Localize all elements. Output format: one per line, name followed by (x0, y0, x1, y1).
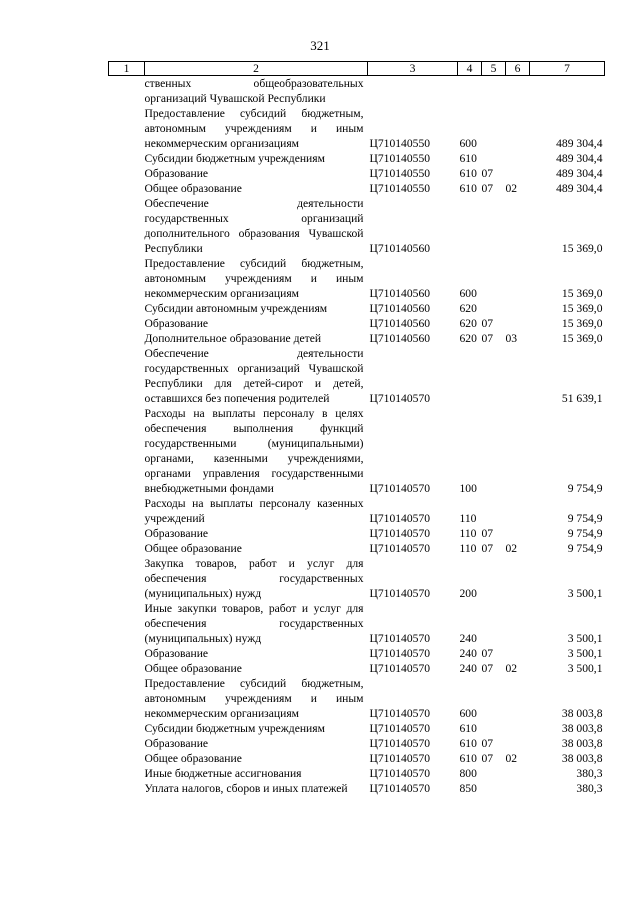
row-subsection-cell: 02 (505, 662, 518, 675)
row-expense-type-cell: 610 (459, 167, 477, 180)
row-subsection-cell (506, 106, 530, 151)
row-expense-type-cell: 620 (459, 302, 477, 315)
row-name-cell: Образование (144, 527, 209, 540)
row-sum-cell: 489 304,4 (556, 137, 603, 150)
row-number-cell (109, 106, 145, 151)
row-subsection-cell (506, 406, 530, 496)
row-number-cell (109, 181, 145, 196)
row-section-cell: 07 (481, 737, 494, 750)
row-number-cell (109, 346, 145, 406)
row-number-cell (109, 151, 145, 166)
row-section-cell (482, 766, 506, 781)
row-section-cell (482, 781, 506, 796)
row-section-cell: 07 (481, 662, 494, 675)
row-number-cell (109, 526, 145, 541)
row-code-cell: Ц710140570 (369, 512, 431, 525)
row-name-cell: Образование (144, 737, 209, 750)
header-cell: 5 (482, 62, 506, 76)
table-row (109, 346, 605, 406)
row-number-cell (109, 196, 145, 256)
row-section-cell (482, 151, 506, 166)
row-name-cell: ственных общеобразовательных организаций Чувашской Республики (144, 77, 364, 105)
row-expense-type-cell: 240 (459, 647, 477, 660)
row-code-cell: Ц710140560 (369, 242, 431, 255)
row-number-cell (109, 76, 145, 107)
row-code-cell: Ц710140570 (369, 752, 431, 765)
row-name-cell: Обеспечение деятельности государственных организаций Чувашской Республики для детей-сирот и детей, оставшихся без попечения родителей (144, 347, 364, 405)
row-sum-cell: 489 304,4 (556, 182, 603, 195)
row-code-cell: Ц710140560 (369, 317, 431, 330)
row-expense-type-cell: 610 (459, 722, 477, 735)
table-row (109, 661, 605, 676)
row-section-cell: 07 (481, 527, 494, 540)
row-code-cell: Ц710140560 (369, 332, 431, 345)
row-name-cell: Образование (144, 317, 209, 330)
row-sum-cell: 15 369,0 (561, 287, 603, 300)
row-section-cell (482, 256, 506, 301)
row-number-cell (109, 496, 145, 526)
row-code-cell (368, 76, 458, 107)
row-code-cell: Ц710140570 (369, 737, 431, 750)
row-number-cell (109, 316, 145, 331)
row-expense-type-cell: 110 (459, 527, 477, 540)
row-sum-cell: 3 500,1 (567, 662, 603, 675)
table-row (109, 721, 605, 736)
row-number-cell (109, 406, 145, 496)
row-sum-cell: 380,3 (576, 782, 603, 795)
table-row (109, 766, 605, 781)
row-name-cell: Предоставление субсидий бюджетным, автономным учреждениям и иным некоммерческим организациям (144, 677, 364, 720)
row-expense-type-cell: 240 (459, 662, 477, 675)
row-name-cell: Образование (144, 647, 209, 660)
header-cell: 6 (506, 62, 530, 76)
row-expense-type-cell: 850 (459, 782, 477, 795)
row-sum-cell (530, 76, 605, 107)
row-name-cell: Дополнительное образование детей (144, 332, 322, 345)
table-body (109, 76, 605, 797)
table-row (109, 676, 605, 721)
table-row (109, 151, 605, 166)
row-sum-cell: 51 639,1 (561, 392, 603, 405)
row-expense-type-cell: 800 (459, 767, 477, 780)
table-row (109, 301, 605, 316)
row-expense-type-cell (458, 76, 482, 107)
row-subsection-cell: 02 (505, 752, 518, 765)
row-subsection-cell (506, 721, 530, 736)
row-section-cell (482, 721, 506, 736)
row-number-cell (109, 646, 145, 661)
header-cell: 1 (109, 62, 145, 76)
row-name-cell: Субсидии бюджетным учреждениям (144, 152, 325, 165)
row-code-cell: Ц710140570 (369, 767, 431, 780)
row-section-cell: 07 (481, 647, 494, 660)
row-name-cell: Субсидии автономным учреждениям (144, 302, 328, 315)
table-row (109, 751, 605, 766)
row-expense-type-cell: 620 (459, 317, 477, 330)
row-number-cell (109, 331, 145, 346)
row-subsection-cell: 02 (505, 542, 518, 555)
row-sum-cell: 15 369,0 (561, 242, 603, 255)
row-sum-cell: 380,3 (576, 767, 603, 780)
row-expense-type-cell: 620 (459, 332, 477, 345)
row-subsection-cell (506, 166, 530, 181)
row-expense-type-cell (458, 346, 482, 406)
row-subsection-cell (506, 301, 530, 316)
row-sum-cell: 3 500,1 (567, 647, 603, 660)
row-subsection-cell (506, 76, 530, 107)
table-row (109, 406, 605, 496)
row-code-cell: Ц710140570 (369, 722, 431, 735)
row-subsection-cell (506, 601, 530, 646)
row-name-cell: Субсидии бюджетным учреждениям (144, 722, 325, 735)
table-row (109, 601, 605, 646)
row-section-cell (482, 496, 506, 526)
row-number-cell (109, 661, 145, 676)
row-section-cell (482, 676, 506, 721)
row-expense-type-cell: 600 (459, 137, 477, 150)
header-cell: 3 (368, 62, 458, 76)
row-name-cell: Закупка товаров, работ и услуг для обеспечения государственных (муниципальных) нужд (144, 557, 364, 600)
table-row (109, 496, 605, 526)
row-code-cell: Ц710140570 (369, 542, 431, 555)
row-sum-cell: 9 754,9 (567, 542, 603, 555)
row-expense-type-cell: 110 (459, 542, 477, 555)
row-number-cell (109, 751, 145, 766)
row-name-cell: Расходы на выплаты персоналу казенных учреждений (144, 497, 364, 525)
row-code-cell: Ц710140570 (369, 482, 431, 495)
table-row (109, 76, 605, 107)
table-row (109, 646, 605, 661)
row-number-cell (109, 256, 145, 301)
row-code-cell: Ц710140570 (369, 662, 431, 675)
row-section-cell: 07 (481, 317, 494, 330)
row-code-cell: Ц710140560 (369, 287, 431, 300)
table-row (109, 181, 605, 196)
row-name-cell: Предоставление субсидий бюджетным, автономным учреждениям и иным некоммерческим организациям (144, 107, 364, 150)
row-expense-type-cell: 610 (459, 752, 477, 765)
table-row (109, 256, 605, 301)
row-expense-type-cell: 610 (459, 152, 477, 165)
row-subsection-cell (506, 676, 530, 721)
table-row (109, 736, 605, 751)
row-subsection-cell (506, 196, 530, 256)
row-name-cell: Расходы на выплаты персоналу в целях обеспечения выполнения функций государственными (муниципальными) органами, казенными учреждениями, органами управления государственными внебюджетными фондами (144, 407, 364, 495)
row-name-cell: Общее образование (144, 752, 242, 765)
row-number-cell (109, 736, 145, 751)
row-code-cell: Ц710140570 (369, 707, 431, 720)
row-section-cell (482, 346, 506, 406)
row-sum-cell: 9 754,9 (567, 527, 603, 540)
row-subsection-cell (506, 556, 530, 601)
row-code-cell: Ц710140570 (369, 647, 431, 660)
row-code-cell: Ц710140550 (369, 152, 431, 165)
header-cell: 4 (458, 62, 482, 76)
row-sum-cell: 38 003,8 (561, 722, 603, 735)
budget-table (108, 61, 605, 796)
row-subsection-cell: 03 (505, 332, 518, 345)
row-code-cell: Ц710140550 (369, 182, 431, 195)
page-number: 321 (310, 38, 330, 53)
row-subsection-cell (506, 316, 530, 331)
row-expense-type-cell: 600 (459, 287, 477, 300)
row-code-cell: Ц710140570 (369, 632, 431, 645)
row-number-cell (109, 601, 145, 646)
row-subsection-cell (506, 766, 530, 781)
table-header (109, 62, 605, 76)
row-code-cell: Ц710140570 (369, 527, 431, 540)
table-row (109, 106, 605, 151)
row-section-cell: 07 (481, 167, 494, 180)
row-number-cell (109, 301, 145, 316)
row-section-cell: 07 (481, 332, 494, 345)
row-name-cell: Общее образование (144, 182, 242, 195)
table-row (109, 556, 605, 601)
table-row (109, 781, 605, 796)
row-code-cell: Ц710140570 (369, 587, 431, 600)
row-section-cell: 07 (481, 752, 494, 765)
table-row (109, 526, 605, 541)
row-number-cell (109, 721, 145, 736)
row-sum-cell: 38 003,8 (561, 737, 603, 750)
row-section-cell (482, 301, 506, 316)
row-subsection-cell (506, 151, 530, 166)
row-expense-type-cell: 200 (459, 587, 477, 600)
row-section-cell: 07 (481, 182, 494, 195)
row-name-cell: Иные закупки товаров, работ и услуг для обеспечения государственных (муниципальных) нужд (144, 602, 364, 645)
row-section-cell (482, 196, 506, 256)
row-sum-cell: 9 754,9 (567, 512, 603, 525)
row-name-cell: Образование (144, 167, 209, 180)
row-sum-cell: 3 500,1 (567, 587, 603, 600)
row-name-cell: Обеспечение деятельности государственных организаций дополнительного образования Чувашской Республики (144, 197, 364, 255)
row-sum-cell: 15 369,0 (561, 317, 603, 330)
row-code-cell: Ц710140570 (369, 392, 431, 405)
row-expense-type-cell: 100 (459, 482, 477, 495)
row-subsection-cell (506, 496, 530, 526)
row-subsection-cell (506, 256, 530, 301)
row-expense-type-cell (458, 196, 482, 256)
row-expense-type-cell: 610 (459, 737, 477, 750)
row-sum-cell: 15 369,0 (561, 332, 603, 345)
row-code-cell: Ц710140560 (369, 302, 431, 315)
row-sum-cell: 489 304,4 (556, 167, 603, 180)
row-number-cell (109, 781, 145, 796)
row-number-cell (109, 766, 145, 781)
row-number-cell (109, 676, 145, 721)
row-sum-cell: 38 003,8 (561, 752, 603, 765)
row-section-cell (482, 601, 506, 646)
row-expense-type-cell: 110 (459, 512, 477, 525)
row-name-cell: Иные бюджетные ассигнования (144, 767, 302, 780)
row-code-cell: Ц710140550 (369, 167, 431, 180)
row-expense-type-cell: 600 (459, 707, 477, 720)
row-section-cell: 07 (481, 542, 494, 555)
header-row (109, 62, 605, 76)
row-subsection-cell (506, 526, 530, 541)
table-row (109, 316, 605, 331)
table-row (109, 196, 605, 256)
row-code-cell: Ц710140570 (369, 782, 431, 795)
row-expense-type-cell: 240 (459, 632, 477, 645)
row-section-cell (482, 406, 506, 496)
row-number-cell (109, 541, 145, 556)
row-expense-type-cell: 610 (459, 182, 477, 195)
row-sum-cell: 9 754,9 (567, 482, 603, 495)
header-cell: 7 (530, 62, 605, 76)
row-sum-cell: 489 304,4 (556, 152, 603, 165)
row-sum-cell: 3 500,1 (567, 632, 603, 645)
row-subsection-cell: 02 (505, 182, 518, 195)
row-number-cell (109, 166, 145, 181)
row-section-cell (482, 106, 506, 151)
row-sum-cell: 15 369,0 (561, 302, 603, 315)
row-name-cell: Уплата налогов, сборов и иных платежей (144, 782, 348, 795)
row-code-cell: Ц710140550 (369, 137, 431, 150)
table-row (109, 541, 605, 556)
row-sum-cell: 38 003,8 (561, 707, 603, 720)
row-section-cell (482, 76, 506, 107)
row-section-cell (482, 556, 506, 601)
row-name-cell: Общее образование (144, 662, 242, 675)
table-row (109, 331, 605, 346)
row-subsection-cell (506, 736, 530, 751)
table-row (109, 166, 605, 181)
row-subsection-cell (506, 346, 530, 406)
row-name-cell: Предоставление субсидий бюджетным, автономным учреждениям и иным некоммерческим организациям (144, 257, 364, 300)
row-number-cell (109, 556, 145, 601)
row-subsection-cell (506, 781, 530, 796)
header-cell: 2 (145, 62, 368, 76)
row-subsection-cell (506, 646, 530, 661)
row-name-cell: Общее образование (144, 542, 242, 555)
